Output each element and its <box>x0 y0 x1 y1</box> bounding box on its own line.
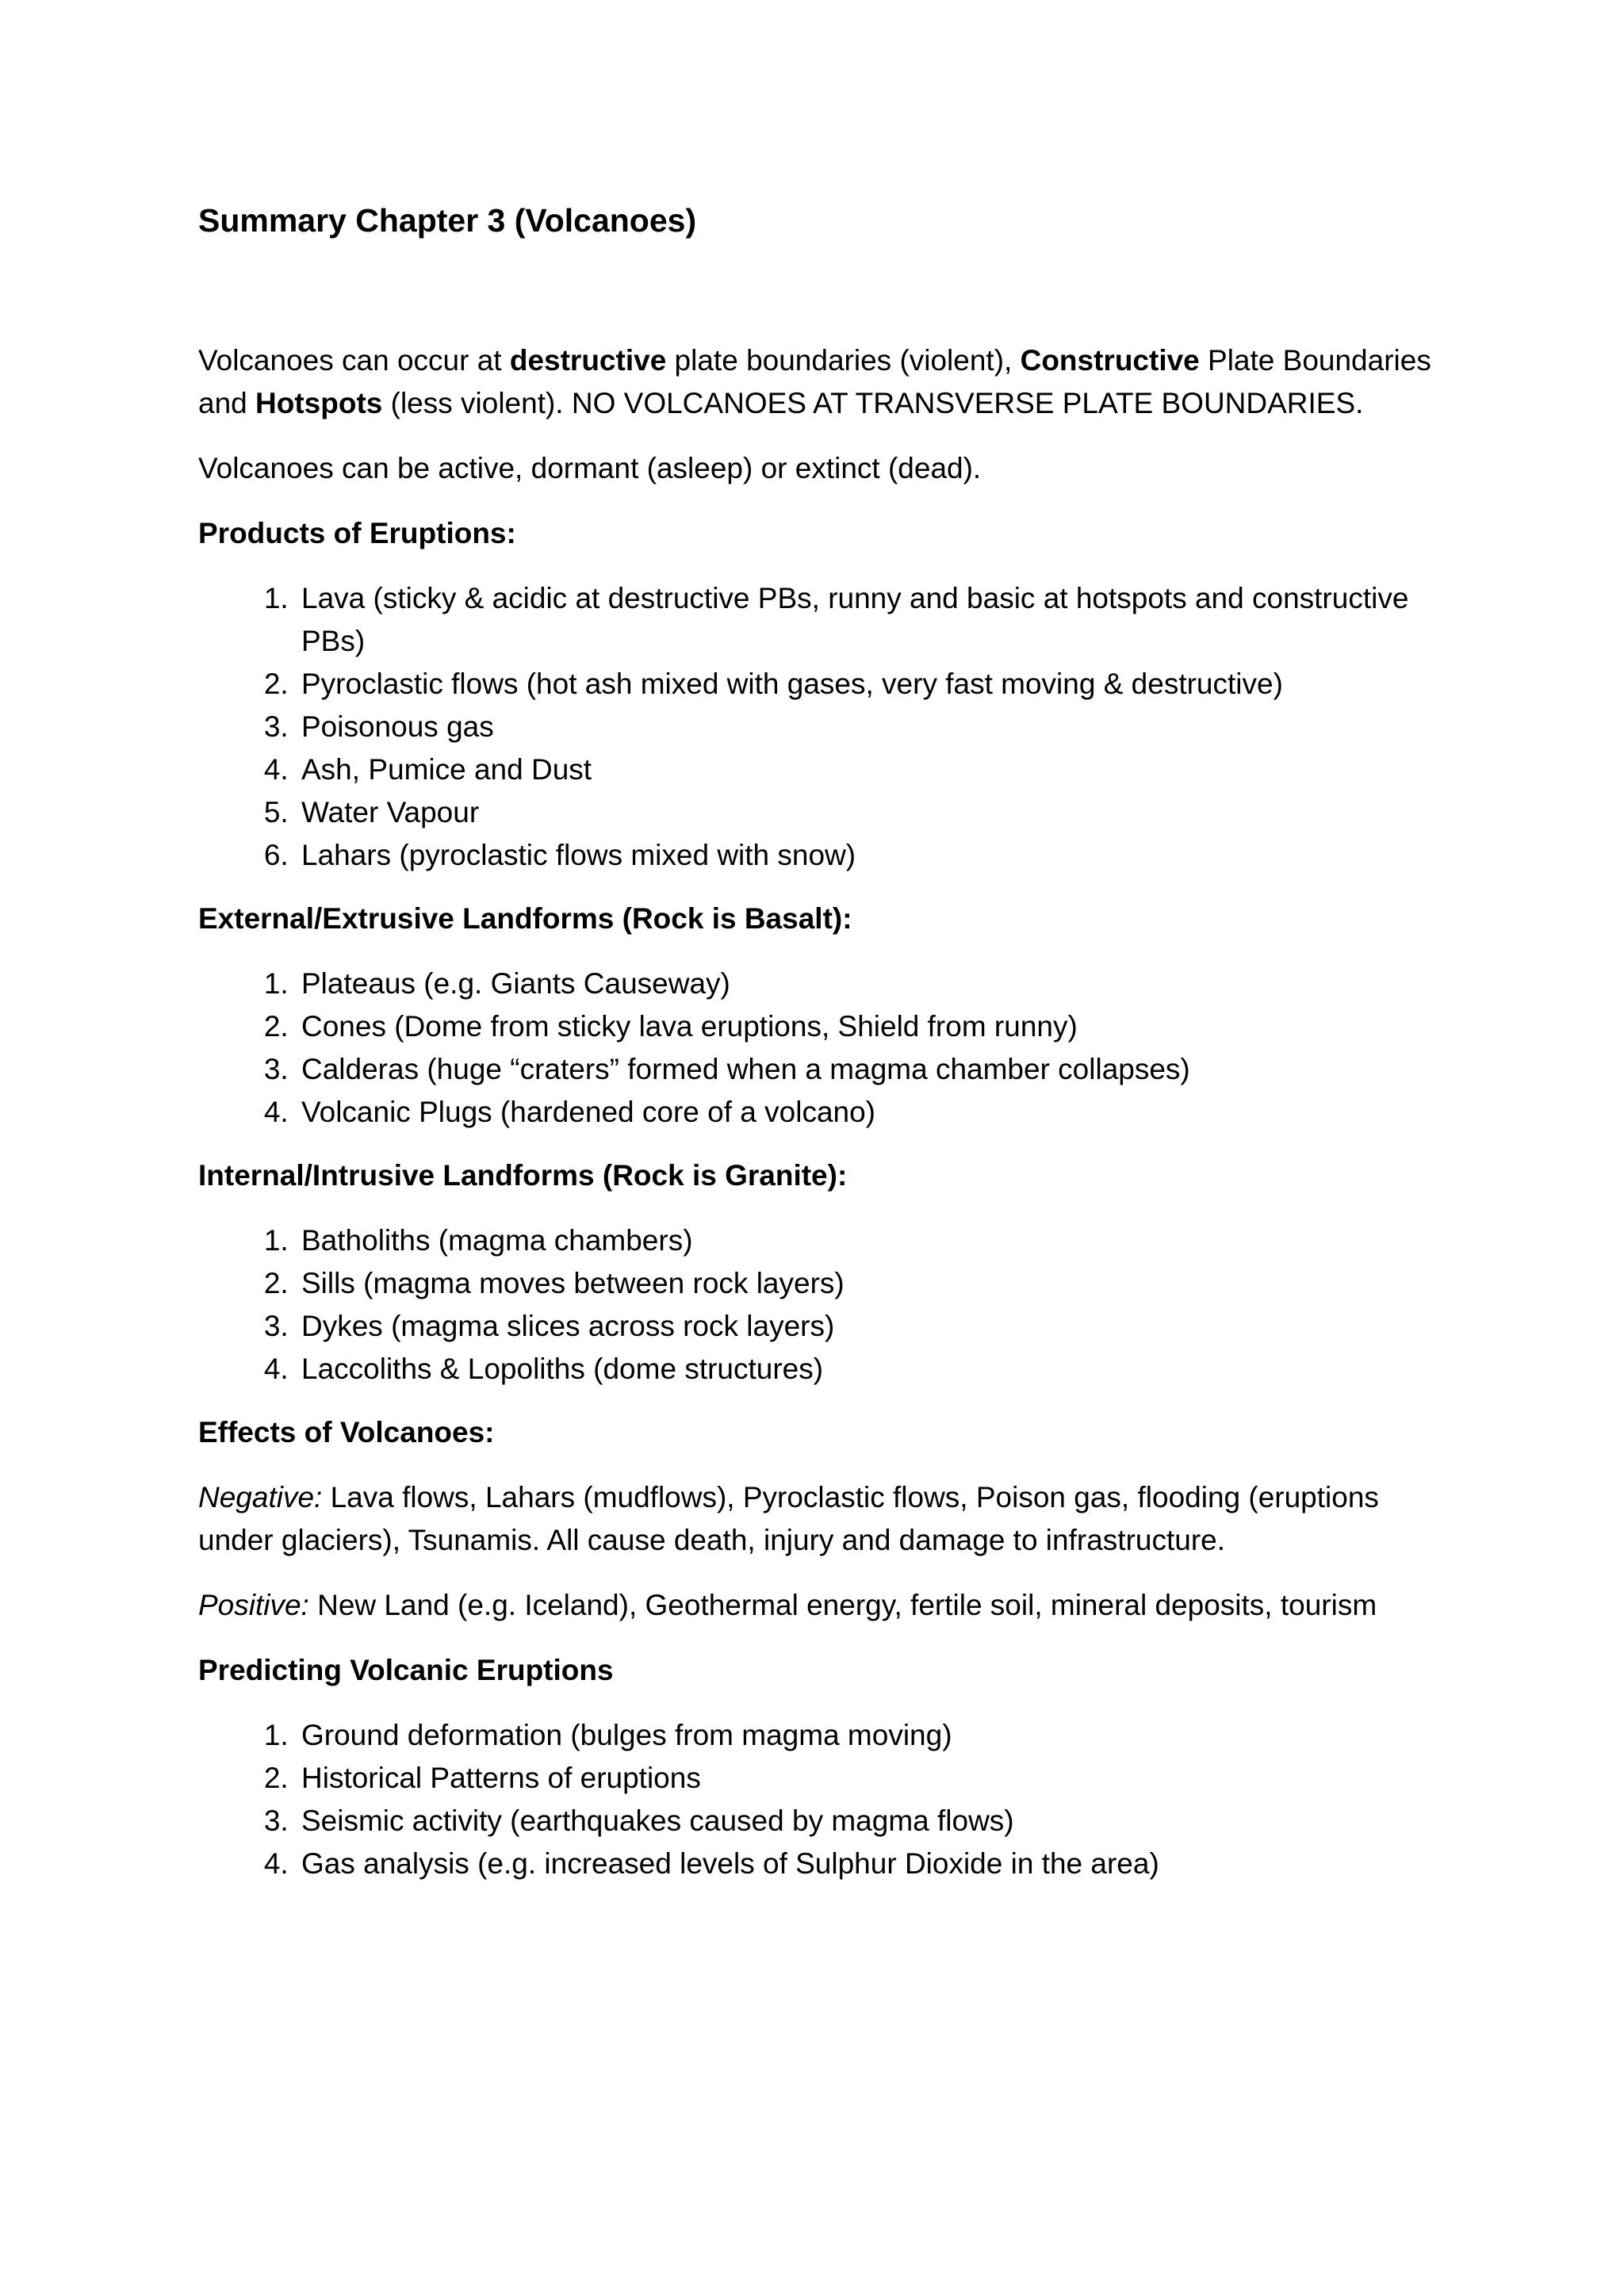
list-item: 2. Cones (Dome from sticky lava eruptions, Shield from runny) <box>297 1005 1435 1048</box>
section-heading-products: Products of Eruptions: <box>198 517 516 549</box>
external-landforms-list <box>198 962 1435 1134</box>
section-heading-predicting: Predicting Volcanic Eruptions <box>198 1654 614 1686</box>
list-item: 3. Dykes (magma slices across rock layers) <box>297 1305 1435 1348</box>
intro-bold-hotspots: Hotspots <box>255 387 383 419</box>
intro-bold-destructive: destructive <box>509 344 667 377</box>
effects-positive-paragraph <box>198 1584 1435 1627</box>
section-heading-effects: Effects of Volcanoes: <box>198 1416 495 1448</box>
section-heading-internal: Internal/Intrusive Landforms (Rock is Granite): <box>198 1159 848 1192</box>
products-list <box>198 577 1435 877</box>
intro-text-2: plate boundaries (violent), <box>666 344 1021 377</box>
effects-negative-paragraph <box>198 1476 1435 1562</box>
intro-text-3: Plate Boundaries and <box>198 344 1431 419</box>
intro-text-1: Volcanoes can occur at <box>198 344 510 377</box>
intro-bold-constructive: Constructive <box>1020 344 1200 377</box>
list-item: 3. Poisonous gas <box>297 706 1435 748</box>
negative-label: Negative: <box>198 1481 323 1513</box>
list-item: 3. Calderas (huge “craters” formed when a magma chamber collapses) <box>297 1048 1435 1091</box>
list-item: 1. Batholiths (magma chambers) <box>297 1219 1435 1262</box>
internal-landforms-list <box>198 1219 1435 1391</box>
predicting-list <box>198 1714 1435 1885</box>
list-item: 4. Gas analysis (e.g. increased levels of Sulphur Dioxide in the area) <box>297 1843 1435 1885</box>
list-item: 1. Plateaus (e.g. Giants Causeway) <box>297 962 1435 1005</box>
page-title: Summary Chapter 3 (Volcanoes) <box>198 202 697 239</box>
list-item: 4. Volcanic Plugs (hardened core of a volcano) <box>297 1091 1435 1134</box>
intro-paragraph-plate-boundaries <box>198 339 1435 425</box>
intro-paragraph-volcano-states: Volcanoes can be active, dormant (asleep) or extinct (dead). <box>198 452 982 484</box>
list-item: 1. Lava (sticky & acidic at destructive PBs, runny and basic at hotspots and constructive PBs) <box>297 577 1435 663</box>
positive-text: New Land (e.g. Iceland), Geothermal energy, fertile soil, mineral deposits, tourism <box>308 1589 1377 1621</box>
list-item: 4. Ash, Pumice and Dust <box>297 748 1435 791</box>
list-item: 4. Laccoliths & Lopoliths (dome structures) <box>297 1348 1435 1391</box>
list-item: 2. Pyroclastic flows (hot ash mixed with gases, very fast moving & destructive) <box>297 663 1435 706</box>
list-item: 6. Lahars (pyroclastic flows mixed with snow) <box>297 834 1435 877</box>
intro-text-4: (less violent). NO VOLCANOES AT TRANSVERSE PLATE BOUNDARIES. <box>382 387 1364 419</box>
document-page <box>198 0 1435 2296</box>
list-item: 2. Sills (magma moves between rock layers) <box>297 1262 1435 1305</box>
document-body <box>198 339 1435 1906</box>
section-heading-external: External/Extrusive Landforms (Rock is Basalt): <box>198 902 852 935</box>
negative-text: Lava flows, Lahars (mudflows), Pyroclastic flows, Poison gas, flooding (eruptions under glaciers), Tsunamis. All cause death, injury and damage to infrastructure. <box>198 1481 1379 1556</box>
positive-label: Positive: <box>198 1589 309 1621</box>
list-item: 3. Seismic activity (earthquakes caused by magma flows) <box>297 1800 1435 1843</box>
list-item: 2. Historical Patterns of eruptions <box>297 1757 1435 1800</box>
list-item: 1. Ground deformation (bulges from magma moving) <box>297 1714 1435 1757</box>
list-item: 5. Water Vapour <box>297 791 1435 834</box>
